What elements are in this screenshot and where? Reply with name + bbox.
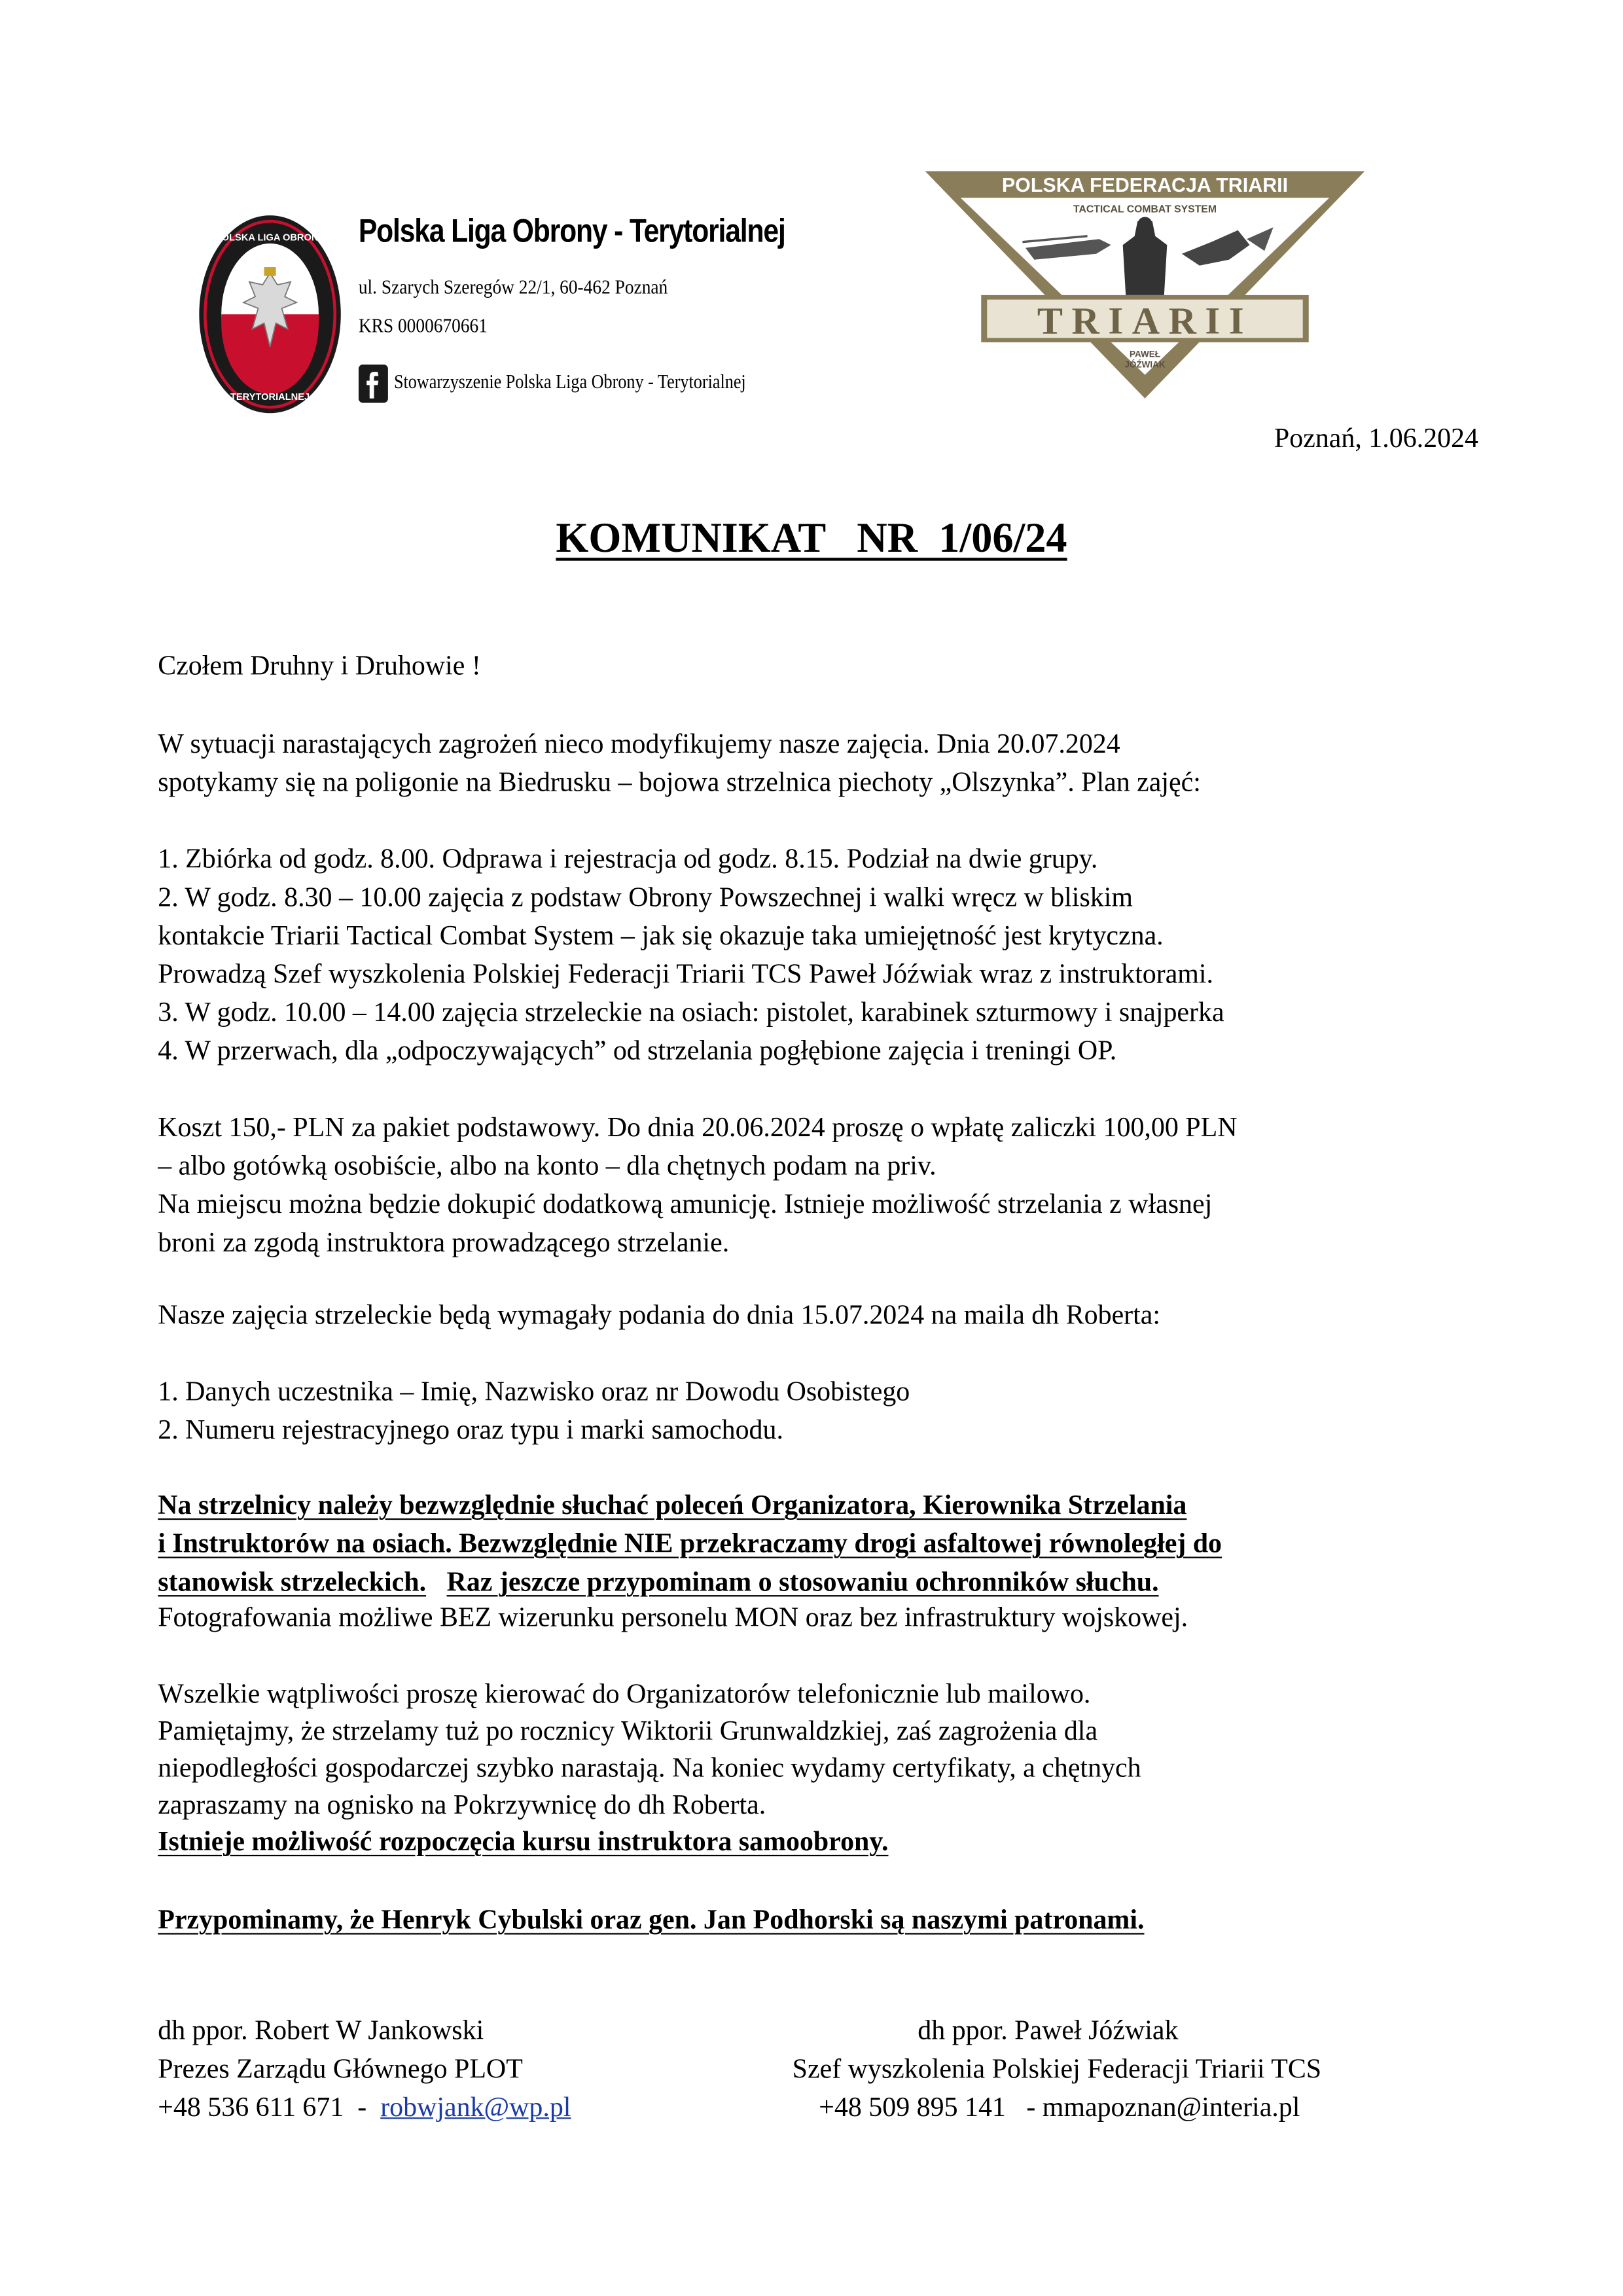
doubt-line-4: zapraszamy na ognisko na Pokrzywnicę do dh Roberta.: [158, 1789, 766, 1821]
org-address: ul. Szarych Szeregów 22/1, 60-462 Poznań: [358, 276, 668, 298]
svg-text:TRIARII: TRIARII: [1037, 299, 1253, 342]
plan-item-3: 3. W godz. 10.00 – 14.00 zajęcia strzeleckie na osiach: pistolet, karabinek szturmowy i snajperka: [158, 997, 1224, 1029]
cost-line-4: broni za zgodą instruktora prowadzącego strzelanie.: [158, 1227, 730, 1259]
signature-left-email-link[interactable]: robwjank@wp.pl: [380, 2092, 571, 2124]
course-note: Istnieje możliwość rozpoczęcia kursu instruktora samoobrony.: [158, 1827, 889, 1858]
plan-item-2b: kontakcie Triarii Tactical Combat System – jak się okazuje taka umiejętność jest krytyczna.: [158, 920, 1164, 952]
signature-left-contact: [158, 2092, 571, 2125]
cost-line-2: – albo gotówką osobiście, albo na konto – dla chętnych podam na priv.: [158, 1151, 936, 1182]
org-krs: KRS 0000670661: [358, 314, 488, 337]
signature-right-contact: +48 509 895 141 - mmapoznan@interia.pl: [819, 2092, 1300, 2124]
cost-line-3: Na miejscu można będzie dokupić dodatkową amunicję. Istnieje możliwość strzelania z własnej: [158, 1189, 1213, 1221]
facebook-link-text[interactable]: Stowarzyszenie Polska Liga Obrony - Terytorialnej: [393, 370, 746, 393]
svg-text:TACTICAL COMBAT SYSTEM: TACTICAL COMBAT SYSTEM: [1073, 204, 1217, 215]
svg-text:POLSKA FEDERACJA TRIARII: POLSKA FEDERACJA TRIARII: [1001, 174, 1289, 197]
requirement-item-2: 2. Numeru rejestracyjnego oraz typu i marki samochodu.: [158, 1415, 783, 1446]
facebook-icon: [359, 365, 388, 403]
signature-right-name: dh ppor. Paweł Jóźwiak: [918, 2015, 1179, 2047]
warning-line-3: [158, 1567, 1158, 1600]
signature-left-role: Prezes Zarządu Głównego PLOT: [158, 2054, 523, 2085]
warning-line-2: i Instruktorów na osiach. Bezwzględnie NIE przekraczamy drogi asfaltowej równoległej do: [158, 1528, 1222, 1560]
svg-text:PAWEŁ: PAWEŁ: [1129, 349, 1161, 359]
document-date: Poznań, 1.06.2024: [1274, 423, 1479, 455]
plan-item-1: 1. Zbiórka od godz. 8.00. Odprawa i rejestracja od godz. 8.15. Podział na dwie grupy.: [158, 844, 1098, 875]
intro-line-2: spotykamy się na poligonie na Biedrusku – bojowa strzelnica piechoty „Olszynka”. Plan zajęć:: [158, 767, 1201, 798]
doubt-line-1: Wszelkie wątpliwości proszę kierować do Organizatorów telefonicznie lub mailowo.: [158, 1679, 1091, 1710]
plan-item-2c: Prowadzą Szef wyszkolenia Polskiej Federacji Triarii TCS Paweł Jóźwiak wraz z instruktorami.: [158, 959, 1214, 990]
greeting: Czołem Druhny i Druhowie !: [158, 651, 481, 682]
patrons-note: Przypominamy, że Henryk Cybulski oraz gen. Jan Podhorski są naszymi patronami.: [158, 1905, 1145, 1936]
warning-line-3b: Raz jeszcze przypominam o stosowaniu ochronników słuchu.: [446, 1567, 1159, 1598]
document-title-text: KOMUNIKAT NR 1/06/24: [556, 516, 1067, 562]
warning-line-1: Na strzelnicy należy bezwzględnie słuchać poleceń Organizatora, Kierownika Strzelania: [158, 1490, 1187, 1522]
warning-line-3a: stanowisk strzeleckich.: [158, 1567, 427, 1598]
svg-text:POLSKA LIGA OBRONY: POLSKA LIGA OBRONY: [215, 232, 325, 243]
signature-right-role: Szef wyszkolenia Polskiej Federacji Triarii TCS: [792, 2054, 1322, 2085]
requirement-item-1: 1. Danych uczestnika – Imię, Nazwisko oraz nr Dowodu Osobistego: [158, 1376, 910, 1408]
signature-left-phone: +48 536 611 671 -: [158, 2092, 381, 2124]
requirements-intro: Nasze zajęcia strzeleckie będą wymagały podania do dnia 15.07.2024 na maila dh Roberta:: [158, 1300, 1161, 1331]
intro-line-1: W sytuacji narastających zagrożeń nieco modyfikujemy nasze zajęcia. Dnia 20.07.2024: [158, 728, 1120, 761]
plan-item-4: 4. W przerwach, dla „odpoczywających” od strzelania pogłębione zajęcia i treningi OP.: [158, 1035, 1117, 1067]
svg-text:JÓŹWIAK: JÓŹWIAK: [1124, 359, 1166, 370]
doubt-line-3: niepodległości gospodarczej szybko narastają. Na koniec wydamy certyfikaty, a chętnych: [158, 1753, 1141, 1784]
svg-text:TERYTORIALNEJ: TERYTORIALNEJ: [230, 391, 310, 403]
signature-left-name: dh ppor. Robert W Jankowski: [158, 2015, 484, 2047]
cost-line-1: Koszt 150,- PLN za pakiet podstawowy. Do dnia 20.06.2024 proszę o wpłatę zaliczki 100,00 PLN: [158, 1112, 1238, 1144]
plan-item-2a: 2. W godz. 8.30 – 10.00 zajęcia z podstaw Obrony Powszechnej i walki wręcz w bliskim: [158, 882, 1133, 914]
doubt-line-2: Pamiętajmy, że strzelamy tuż po rocznicy Wiktorii Grunwaldzkiej, zaś zagrożenia dla: [158, 1715, 1098, 1748]
triarii-logo: [922, 168, 1368, 401]
document-title: [0, 516, 1623, 564]
org-name: Polska Liga Obrony - Terytorialnej: [358, 212, 785, 250]
plot-emblem-logo: [196, 211, 344, 418]
photo-note: Fotografowania możliwe BEZ wizerunku personelu MON oraz bez infrastruktury wojskowej.: [158, 1602, 1188, 1634]
